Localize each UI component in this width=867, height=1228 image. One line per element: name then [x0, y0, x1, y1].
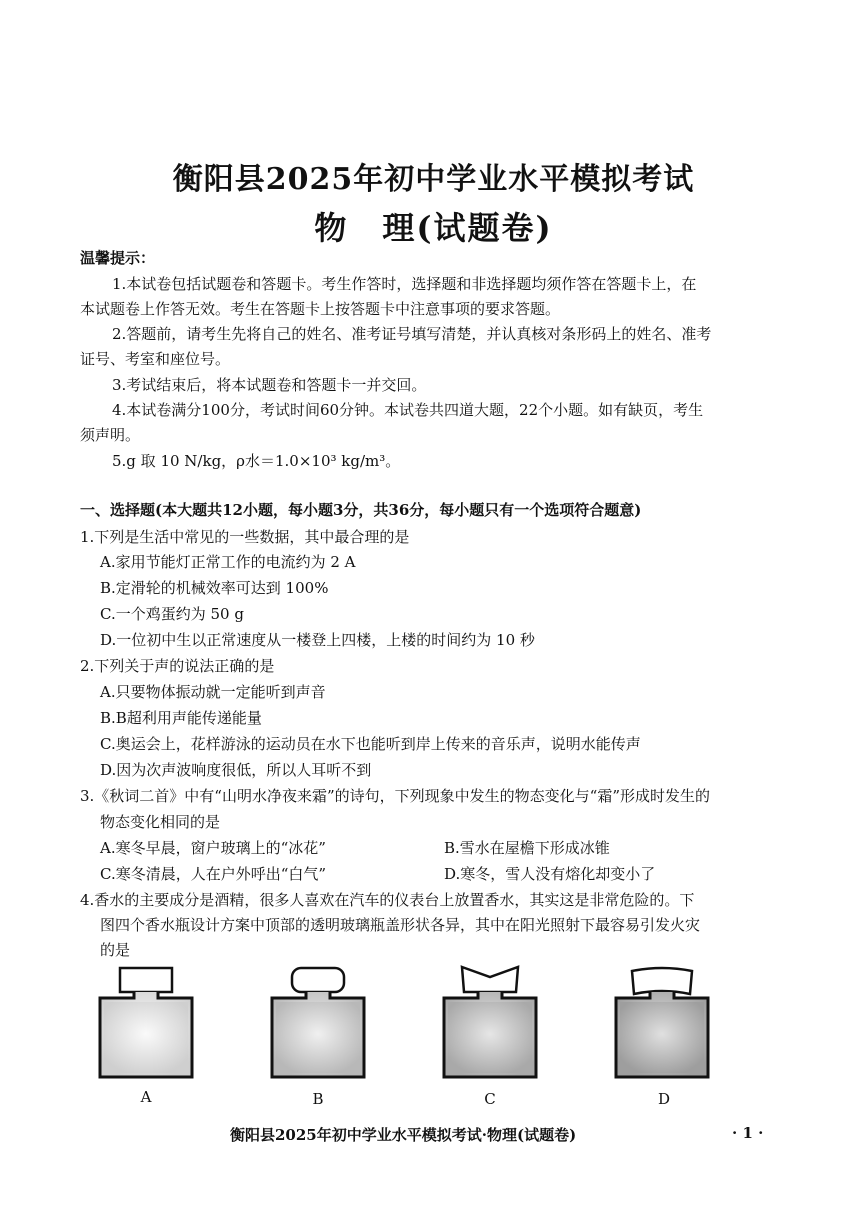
bottle-c-figure [440, 965, 540, 1085]
q1-stem: 1.下列是生活中常见的一些数据，其中最合理的是 [80, 528, 410, 546]
q1-option-b: B.定滑轮的机械效率可达到 100% [100, 579, 329, 597]
q3-stem-line-1: 3.《秋词二首》中有“山明水净夜来霜”的诗句，下列现象中发生的物态变化与“霜”形成时发生的 [80, 787, 710, 805]
bottle-c-label: C [484, 1090, 496, 1108]
exam-title: 衡阳县2025年初中学业水平模拟考试 [172, 162, 695, 197]
q2-option-a: A.只要物体振动就一定能听到声音 [100, 683, 326, 701]
notice-line-1: 1.本试卷包括试题卷和答题卡。考生作答时，选择题和非选择题均须作答在答题卡上，在 [112, 275, 697, 293]
q1-option-a: A.家用节能灯正常工作的电流约为 2 A [100, 553, 356, 571]
bottle-b-label: B [312, 1090, 324, 1108]
q2-option-d: D.因为次声波响度很低，所以人耳听不到 [100, 761, 372, 779]
page-number: · 1 · [732, 1124, 764, 1142]
notice-line-6: 4.本试卷满分100分，考试时间60分钟。本试卷共四道大题，22个小题。如有缺页，考生 [112, 401, 704, 419]
bottle-d-label: D [657, 1090, 671, 1108]
bottle-d-figure [612, 965, 712, 1085]
footer-text: 衡阳县2025年初中学业水平模拟考试·物理(试题卷) [230, 1126, 577, 1144]
q4-stem-line-1: 4.香水的主要成分是酒精，很多人喜欢在汽车的仪表台上放置香水，其实这是非常危险的。下 [80, 891, 695, 909]
notice-line-3: 2.答题前，请考生先将自己的姓名、准考证号填写清楚，并认真核对条形码上的姓名、准考 [112, 325, 712, 343]
q2-stem: 2.下列关于声的说法正确的是 [80, 657, 275, 675]
notice-line-4: 证号、考室和座位号。 [80, 350, 231, 368]
q3-option-a: A.寒冬早晨，窗户玻璃上的“冰花” [100, 839, 326, 857]
notice-line-8: 5.g 取 10 N/kg，ρ水＝1.0×10³ kg/m³。 [112, 452, 401, 470]
q3-stem-line-2: 物态变化相同的是 [100, 813, 221, 831]
q3-option-b: B.雪水在屋檐下形成冰锥 [444, 839, 610, 857]
q4-stem-line-3: 的是 [100, 941, 131, 959]
notice-line-5: 3.考试结束后，将本试题卷和答题卡一并交回。 [112, 376, 427, 394]
section-heading: 一、选择题(本大题共12小题，每小题3分，共36分，每小题只有一个选项符合题意) [80, 501, 642, 519]
bottle-a-figure [96, 965, 196, 1085]
q2-option-b: B.B超利用声能传递能量 [100, 709, 262, 727]
notice-line-2: 本试题卷上作答无效。考生在答题卡上按答题卡中注意事项的要求答题。 [80, 300, 561, 318]
subject-title: 物 理(试题卷) [314, 209, 553, 247]
q1-option-d: D.一位初中生以正常速度从一楼登上四楼，上楼的时间约为 10 秒 [100, 631, 535, 649]
q2-option-c: C.奥运会上，花样游泳的运动员在水下也能听到岸上传来的音乐声，说明水能传声 [100, 735, 641, 753]
notice-line-7: 须声明。 [80, 426, 141, 444]
q3-option-c: C.寒冬清晨，人在户外呼出“白气” [100, 865, 327, 883]
q4-stem-line-2: 图四个香水瓶设计方案中顶部的透明玻璃瓶盖形状各异，其中在阳光照射下最容易引发火灾 [100, 916, 701, 934]
q1-option-c: C.一个鸡蛋约为 50 g [100, 605, 244, 623]
q3-option-d: D.寒冬，雪人没有熔化却变小了 [444, 865, 656, 883]
bottle-a-label: A [140, 1088, 152, 1106]
bottle-b-figure [268, 965, 368, 1085]
notice-heading: 温馨提示： [80, 249, 156, 267]
